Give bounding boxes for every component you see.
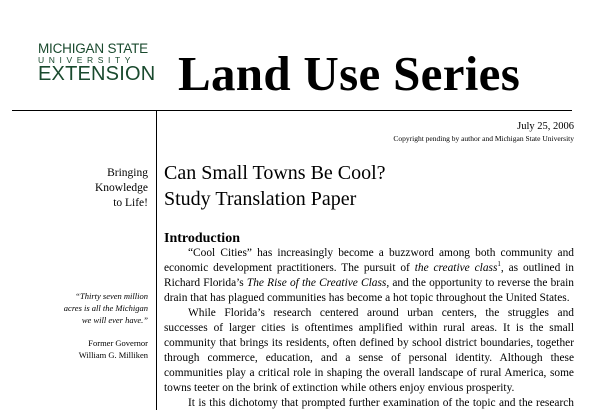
attribution-line: William G. Milliken xyxy=(78,350,148,360)
tagline-line: Knowledge xyxy=(94,182,148,194)
logo-line-michigan-state: MICHIGAN STATE xyxy=(38,41,148,56)
paper-title-line: Can Small Towns Be Cool? xyxy=(164,162,386,184)
logo-line-extension: EXTENSION xyxy=(38,63,156,85)
paper-title-line: Study Translation Paper xyxy=(164,188,357,210)
logo-line-university: UNIVERSITY xyxy=(38,55,136,65)
tagline-line: to Life! xyxy=(113,197,148,209)
text-run: , and the opportunity to reverse the brain xyxy=(386,277,574,289)
text-run: , as outlined in xyxy=(500,262,575,274)
footnote-marker[interactable]: 1 xyxy=(497,260,501,269)
section-heading-introduction: Introduction xyxy=(164,231,240,246)
attribution-line: Former Governor xyxy=(88,338,148,348)
header-divider xyxy=(12,110,572,111)
quote-line: we will ever have.” xyxy=(81,315,148,325)
paragraph-line: towns teeter on the brink of extinction while others enjoy envious prosperity. xyxy=(164,382,515,394)
tagline-line: Bringing xyxy=(107,167,148,179)
publication-date: July 25, 2006 xyxy=(517,121,574,132)
paragraph-line: It is this dichotomy that prompted further examination of the topic and the research xyxy=(188,397,574,409)
paragraph-line: drain that has plagued communities has become a hot topic throughout the United States. xyxy=(164,292,570,304)
msu-extension-logo xyxy=(38,42,154,84)
text-run: economic development practitioners. The pursuit of xyxy=(164,262,415,274)
paragraph-line: communities play a critical role in shaping the overall landscape of rural America, some xyxy=(164,367,574,379)
paragraph-line xyxy=(164,261,574,276)
quote-line: “Thirty seven million xyxy=(75,291,148,301)
sidebar-quote xyxy=(64,290,148,326)
paragraph-line: successes of larger cities is oftentimes amplified within rural areas. It is the small xyxy=(164,322,574,334)
text-run-italic: The Rise of the Creative Class xyxy=(246,277,387,289)
series-title: Land Use Series xyxy=(178,46,521,101)
paragraph-line: “Cool Cities” has increasingly become a buzzword among both community and xyxy=(188,247,574,259)
quote-line: acres is all the Michigan xyxy=(63,303,148,313)
paragraph-line: through commerce, education, and a sense of personal identity. Although these xyxy=(164,352,574,364)
paragraph-line: While Florida’s research centered around urban centers, the struggles and xyxy=(188,307,574,319)
sidebar-divider xyxy=(156,110,157,410)
sidebar-tagline xyxy=(95,166,148,211)
paper-title xyxy=(164,160,386,212)
paragraph-line xyxy=(164,276,574,291)
text-run-italic: the creative class xyxy=(414,262,498,274)
introduction-body xyxy=(164,246,574,411)
paragraph-line: community that brings its residents, often defined by school district boundaries, together xyxy=(164,337,574,349)
quote-attribution xyxy=(79,337,148,361)
copyright-notice: Copyright pending by author and Michigan State University xyxy=(393,134,574,143)
text-run: Richard Florida’s xyxy=(164,277,247,289)
